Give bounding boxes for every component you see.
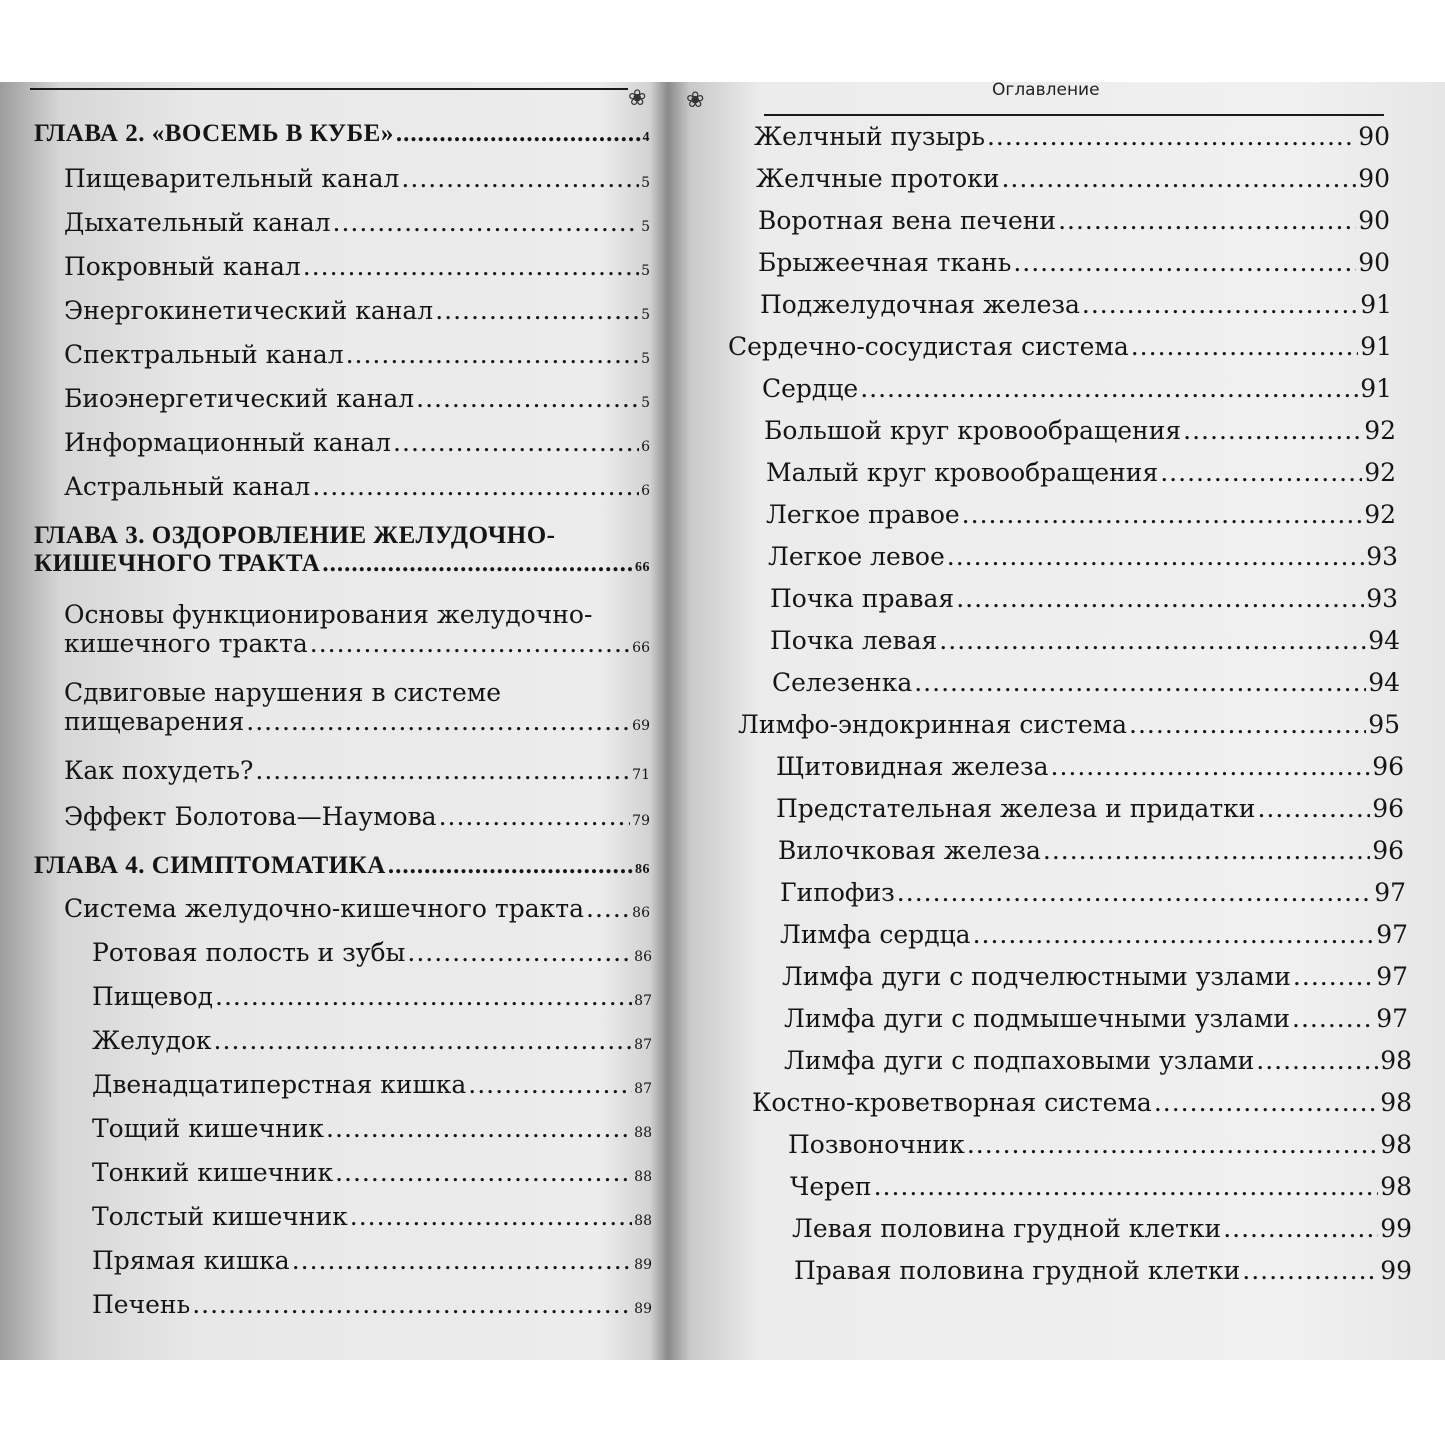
toc-item[interactable] xyxy=(92,1290,652,1319)
toc-page: 99 xyxy=(1380,1214,1412,1243)
toc-title-line2: пищеварения xyxy=(64,707,245,736)
toc-page: 86 xyxy=(635,862,650,877)
toc-item[interactable] xyxy=(778,836,1404,865)
toc-title-line2: КИШЕЧНОГО ТРАКТА xyxy=(34,550,321,577)
leader-dots xyxy=(987,122,1356,151)
toc-page: 86 xyxy=(634,949,652,965)
running-head: Оглавление xyxy=(992,80,1100,100)
toc-title: Воротная вена печени xyxy=(758,206,1057,235)
toc-page: 88 xyxy=(634,1169,652,1185)
toc-page: 69 xyxy=(632,718,650,734)
toc-page: 89 xyxy=(634,1301,652,1317)
toc-page: 90 xyxy=(1358,206,1390,235)
toc-page: 88 xyxy=(634,1213,652,1229)
leader-dots xyxy=(326,1114,632,1143)
toc-title: ГЛАВА 4. СИМПТОМАТИКА xyxy=(34,852,386,879)
toc-item[interactable] xyxy=(64,164,650,193)
toc-title: Покровный канал xyxy=(64,252,301,281)
leader-dots xyxy=(973,920,1375,949)
toc-item[interactable] xyxy=(792,1214,1412,1243)
toc-title: Сердечно-сосудистая система xyxy=(728,332,1129,361)
toc-page: 93 xyxy=(1366,542,1398,571)
toc-item[interactable] xyxy=(92,1246,652,1275)
toc-title: Лимфа дуги с подпаховыми узлами xyxy=(784,1046,1255,1075)
toc-item-multiline[interactable] xyxy=(64,678,650,736)
toc-title: Спектральный канал xyxy=(64,340,344,369)
toc-title: Позвоночник xyxy=(788,1130,965,1159)
toc-title: Тощий кишечник xyxy=(92,1114,325,1143)
toc-item[interactable] xyxy=(780,878,1406,907)
toc-item[interactable] xyxy=(776,752,1404,781)
toc-item[interactable] xyxy=(64,208,650,237)
leader-dots xyxy=(1242,1256,1378,1285)
toc-title-line1: Основы функционирования желудочно- xyxy=(64,600,593,629)
toc-title: Легкое правое xyxy=(766,500,960,529)
toc-title: Гипофиз xyxy=(780,878,895,907)
toc-page: 97 xyxy=(1374,878,1406,907)
toc-page: 87 xyxy=(634,1081,652,1097)
toc-item-multiline[interactable] xyxy=(64,600,650,658)
leader-dots xyxy=(310,629,630,658)
toc-page: 88 xyxy=(634,1125,652,1141)
leader-dots xyxy=(1051,752,1371,781)
toc-title-line2-row xyxy=(64,707,650,736)
toc-page: 94 xyxy=(1368,626,1400,655)
toc-item[interactable] xyxy=(758,248,1390,277)
toc-item[interactable] xyxy=(794,1256,1412,1285)
leader-dots xyxy=(468,1070,632,1099)
toc-title: Система желудочно-кишечного тракта xyxy=(64,894,584,923)
toc-page: 97 xyxy=(1376,1004,1408,1033)
toc-page: 96 xyxy=(1372,752,1404,781)
toc-item[interactable] xyxy=(64,756,650,785)
toc-title: Эффект Болотова—Наумова xyxy=(64,802,437,831)
toc-page: 91 xyxy=(1360,374,1392,403)
toc-item[interactable] xyxy=(92,938,652,967)
toc-item[interactable] xyxy=(768,542,1398,571)
toc-page: 97 xyxy=(1376,920,1408,949)
leader-dots xyxy=(312,472,639,501)
toc-title: Дыхательный канал xyxy=(64,208,331,237)
toc-item[interactable] xyxy=(788,1130,1412,1159)
toc-page: 5 xyxy=(641,219,650,235)
toc-item[interactable] xyxy=(766,458,1396,487)
leader-dots xyxy=(860,374,1358,403)
leader-dots xyxy=(396,120,641,148)
toc-page: 92 xyxy=(1364,416,1396,445)
toc-item[interactable] xyxy=(64,428,650,457)
toc-title: Биоэнергетический канал xyxy=(64,384,415,413)
toc-page: 87 xyxy=(634,1037,652,1053)
leader-dots xyxy=(333,208,640,237)
toc-page: 90 xyxy=(1358,164,1390,193)
toc-title: Почка правая xyxy=(770,584,955,613)
toc-page: 93 xyxy=(1366,584,1398,613)
toc-chapter-3[interactable] xyxy=(34,522,650,578)
toc-page: 98 xyxy=(1380,1046,1412,1075)
toc-title: Вилочковая железа xyxy=(778,836,1041,865)
toc-title: Поджелудочная железа xyxy=(760,290,1080,319)
toc-item[interactable] xyxy=(790,1172,1412,1201)
right-page xyxy=(668,82,1445,1360)
leader-dots xyxy=(393,428,639,457)
leader-dots xyxy=(1257,794,1370,823)
toc-item[interactable] xyxy=(764,416,1396,445)
toc-item[interactable] xyxy=(92,1158,652,1187)
leader-dots xyxy=(1160,458,1362,487)
toc-item[interactable] xyxy=(92,1202,652,1231)
leader-dots xyxy=(1256,1046,1378,1075)
toc-item[interactable] xyxy=(92,1114,652,1143)
leader-dots xyxy=(350,1202,632,1231)
toc-page: 96 xyxy=(1372,794,1404,823)
toc-title-line2-row xyxy=(34,550,650,578)
toc-title: Костно-кроветворная система xyxy=(752,1088,1152,1117)
toc-page: 94 xyxy=(1368,668,1400,697)
toc-section[interactable] xyxy=(738,710,1400,739)
toc-title: Прямая кишка xyxy=(92,1246,290,1275)
leader-dots xyxy=(255,756,630,785)
toc-title: Пищеварительный канал xyxy=(64,164,400,193)
flower-ornament-icon: ❀ xyxy=(628,86,647,111)
toc-page: 6 xyxy=(641,483,650,499)
toc-item[interactable] xyxy=(780,920,1408,949)
book-spread xyxy=(0,82,1445,1360)
toc-title: Двенадцатиперстная кишка xyxy=(92,1070,467,1099)
toc-title-line1: Сдвиговые нарушения в системе xyxy=(64,678,502,707)
toc-title: Брыжеечная ткань xyxy=(758,248,1012,277)
leader-dots xyxy=(1129,710,1366,739)
toc-page: 66 xyxy=(635,560,650,575)
leader-dots xyxy=(1154,1088,1378,1117)
toc-section[interactable] xyxy=(728,332,1392,361)
toc-section[interactable] xyxy=(64,894,650,923)
leader-dots xyxy=(407,938,632,967)
toc-page: 92 xyxy=(1364,500,1396,529)
leader-dots xyxy=(246,707,630,736)
toc-title: Большой круг кровообращения xyxy=(764,416,1182,445)
leader-dots xyxy=(1293,962,1374,991)
toc-title: Пищевод xyxy=(92,982,214,1011)
left-page xyxy=(0,82,668,1360)
toc-title: Сердце xyxy=(762,374,859,403)
toc-item[interactable] xyxy=(782,962,1408,991)
toc-page: 71 xyxy=(632,767,650,783)
toc-item[interactable] xyxy=(756,164,1390,193)
leader-dots xyxy=(214,1026,633,1055)
leader-dots xyxy=(1043,836,1370,865)
toc-page: 5 xyxy=(641,351,650,367)
toc-title: Лимфа дуги с подмышечными узлами xyxy=(784,1004,1291,1033)
toc-title: Лимфо-эндокринная система xyxy=(738,710,1128,739)
leader-dots xyxy=(1292,1004,1374,1033)
toc-page: 95 xyxy=(1368,710,1400,739)
toc-title: Легкое левое xyxy=(768,542,945,571)
toc-page: 4 xyxy=(642,130,650,145)
toc-item[interactable] xyxy=(772,668,1400,697)
toc-title: Желчные протоки xyxy=(756,164,1000,193)
toc-page: 5 xyxy=(641,175,650,191)
toc-item[interactable] xyxy=(760,290,1392,319)
toc-item[interactable] xyxy=(64,252,650,281)
toc-item[interactable] xyxy=(64,340,650,369)
leader-dots xyxy=(322,550,633,578)
toc-page: 91 xyxy=(1360,290,1392,319)
toc-title: Лимфа сердца xyxy=(780,920,971,949)
toc-title: Предстательная железа и придатки xyxy=(776,794,1256,823)
toc-page: 90 xyxy=(1358,248,1390,277)
leader-dots xyxy=(401,164,639,193)
toc-item[interactable] xyxy=(758,206,1390,235)
leader-dots xyxy=(1223,1214,1378,1243)
toc-page: 96 xyxy=(1372,836,1404,865)
toc-item[interactable] xyxy=(776,794,1404,823)
toc-title: Левая половина грудной клетки xyxy=(792,1214,1222,1243)
toc-page: 5 xyxy=(641,263,650,279)
toc-title: Малый круг кровообращения xyxy=(766,458,1159,487)
left-header-rule xyxy=(30,88,628,90)
toc-page: 97 xyxy=(1376,962,1408,991)
toc-title: Правая половина грудной клетки xyxy=(794,1256,1241,1285)
leader-dots xyxy=(1001,164,1356,193)
toc-item[interactable] xyxy=(92,1026,652,1055)
toc-title: Почка левая xyxy=(770,626,938,655)
toc-item[interactable] xyxy=(770,584,1398,613)
leader-dots xyxy=(1131,332,1358,361)
leader-dots xyxy=(292,1246,632,1275)
toc-item[interactable] xyxy=(92,1070,652,1099)
toc-item[interactable] xyxy=(762,374,1392,403)
toc-page: 98 xyxy=(1380,1130,1412,1159)
toc-title: Щитовидная железа xyxy=(776,752,1049,781)
toc-item[interactable] xyxy=(64,802,650,831)
toc-title-line2-row xyxy=(64,629,650,658)
leader-dots xyxy=(215,982,632,1011)
flower-ornament-icon: ❀ xyxy=(686,88,705,113)
toc-title: Печень xyxy=(92,1290,191,1319)
toc-page: 5 xyxy=(641,395,650,411)
toc-page: 98 xyxy=(1380,1088,1412,1117)
toc-item[interactable] xyxy=(754,122,1390,151)
toc-page: 90 xyxy=(1358,122,1390,151)
toc-item[interactable] xyxy=(784,1004,1408,1033)
toc-page: 5 xyxy=(641,307,650,323)
toc-page: 87 xyxy=(634,993,652,1009)
leader-dots xyxy=(874,1172,1379,1201)
toc-page: 79 xyxy=(632,813,650,829)
toc-title: ГЛАВА 2. «ВОСЕМЬ В КУБЕ» xyxy=(34,120,394,147)
right-header-rule xyxy=(764,114,1384,116)
leader-dots xyxy=(967,1130,1378,1159)
leader-dots xyxy=(1058,206,1356,235)
toc-title: Астральный канал xyxy=(64,472,311,501)
leader-dots xyxy=(1013,248,1356,277)
leader-dots xyxy=(335,1158,632,1187)
leader-dots xyxy=(956,584,1364,613)
leader-dots xyxy=(1082,290,1358,319)
toc-title: Ротовая полость и зубы xyxy=(92,938,406,967)
toc-page: 6 xyxy=(641,439,650,455)
toc-chapter-4[interactable] xyxy=(34,852,650,880)
leader-dots xyxy=(962,500,1363,529)
toc-title: Селезенка xyxy=(772,668,913,697)
toc-title-line2: кишечного тракта xyxy=(64,629,308,658)
leader-dots xyxy=(346,340,639,369)
toc-page: 99 xyxy=(1380,1256,1412,1285)
toc-item[interactable] xyxy=(784,1046,1412,1075)
leader-dots xyxy=(914,668,1366,697)
toc-title: Толстый кишечник xyxy=(92,1202,348,1231)
toc-title: Информационный канал xyxy=(64,428,392,457)
toc-title: Череп xyxy=(790,1172,872,1201)
toc-page: 86 xyxy=(632,905,650,921)
leader-dots xyxy=(947,542,1364,571)
toc-title-line1: ГЛАВА 3. ОЗДОРОВЛЕНИЕ ЖЕЛУДОЧНО- xyxy=(34,522,556,549)
leader-dots xyxy=(586,894,630,923)
toc-title: Тонкий кишечник xyxy=(92,1158,334,1187)
toc-title: Желудок xyxy=(92,1026,212,1055)
leader-dots xyxy=(439,802,631,831)
leader-dots xyxy=(435,296,639,325)
toc-item[interactable] xyxy=(92,982,652,1011)
leader-dots xyxy=(388,852,633,880)
toc-title: Как похудеть? xyxy=(64,756,254,785)
leader-dots xyxy=(192,1290,632,1319)
leader-dots xyxy=(416,384,639,413)
leader-dots xyxy=(897,878,1372,907)
toc-item[interactable] xyxy=(64,296,650,325)
toc-item[interactable] xyxy=(766,500,1396,529)
toc-item[interactable] xyxy=(64,384,650,413)
leader-dots xyxy=(303,252,639,281)
toc-chapter-2[interactable] xyxy=(34,120,650,148)
toc-title: Желчный пузырь xyxy=(754,122,985,151)
toc-section[interactable] xyxy=(752,1088,1412,1117)
toc-title: Лимфа дуги с подчелюстными узлами xyxy=(782,962,1291,991)
toc-page: 91 xyxy=(1360,332,1392,361)
toc-page: 89 xyxy=(634,1257,652,1273)
toc-title: Энергокинетический канал xyxy=(64,296,434,325)
leader-dots xyxy=(939,626,1366,655)
toc-item[interactable] xyxy=(770,626,1400,655)
toc-page: 98 xyxy=(1380,1172,1412,1201)
toc-page: 92 xyxy=(1364,458,1396,487)
toc-page: 66 xyxy=(632,640,650,656)
toc-item[interactable] xyxy=(64,472,650,501)
leader-dots xyxy=(1183,416,1362,445)
